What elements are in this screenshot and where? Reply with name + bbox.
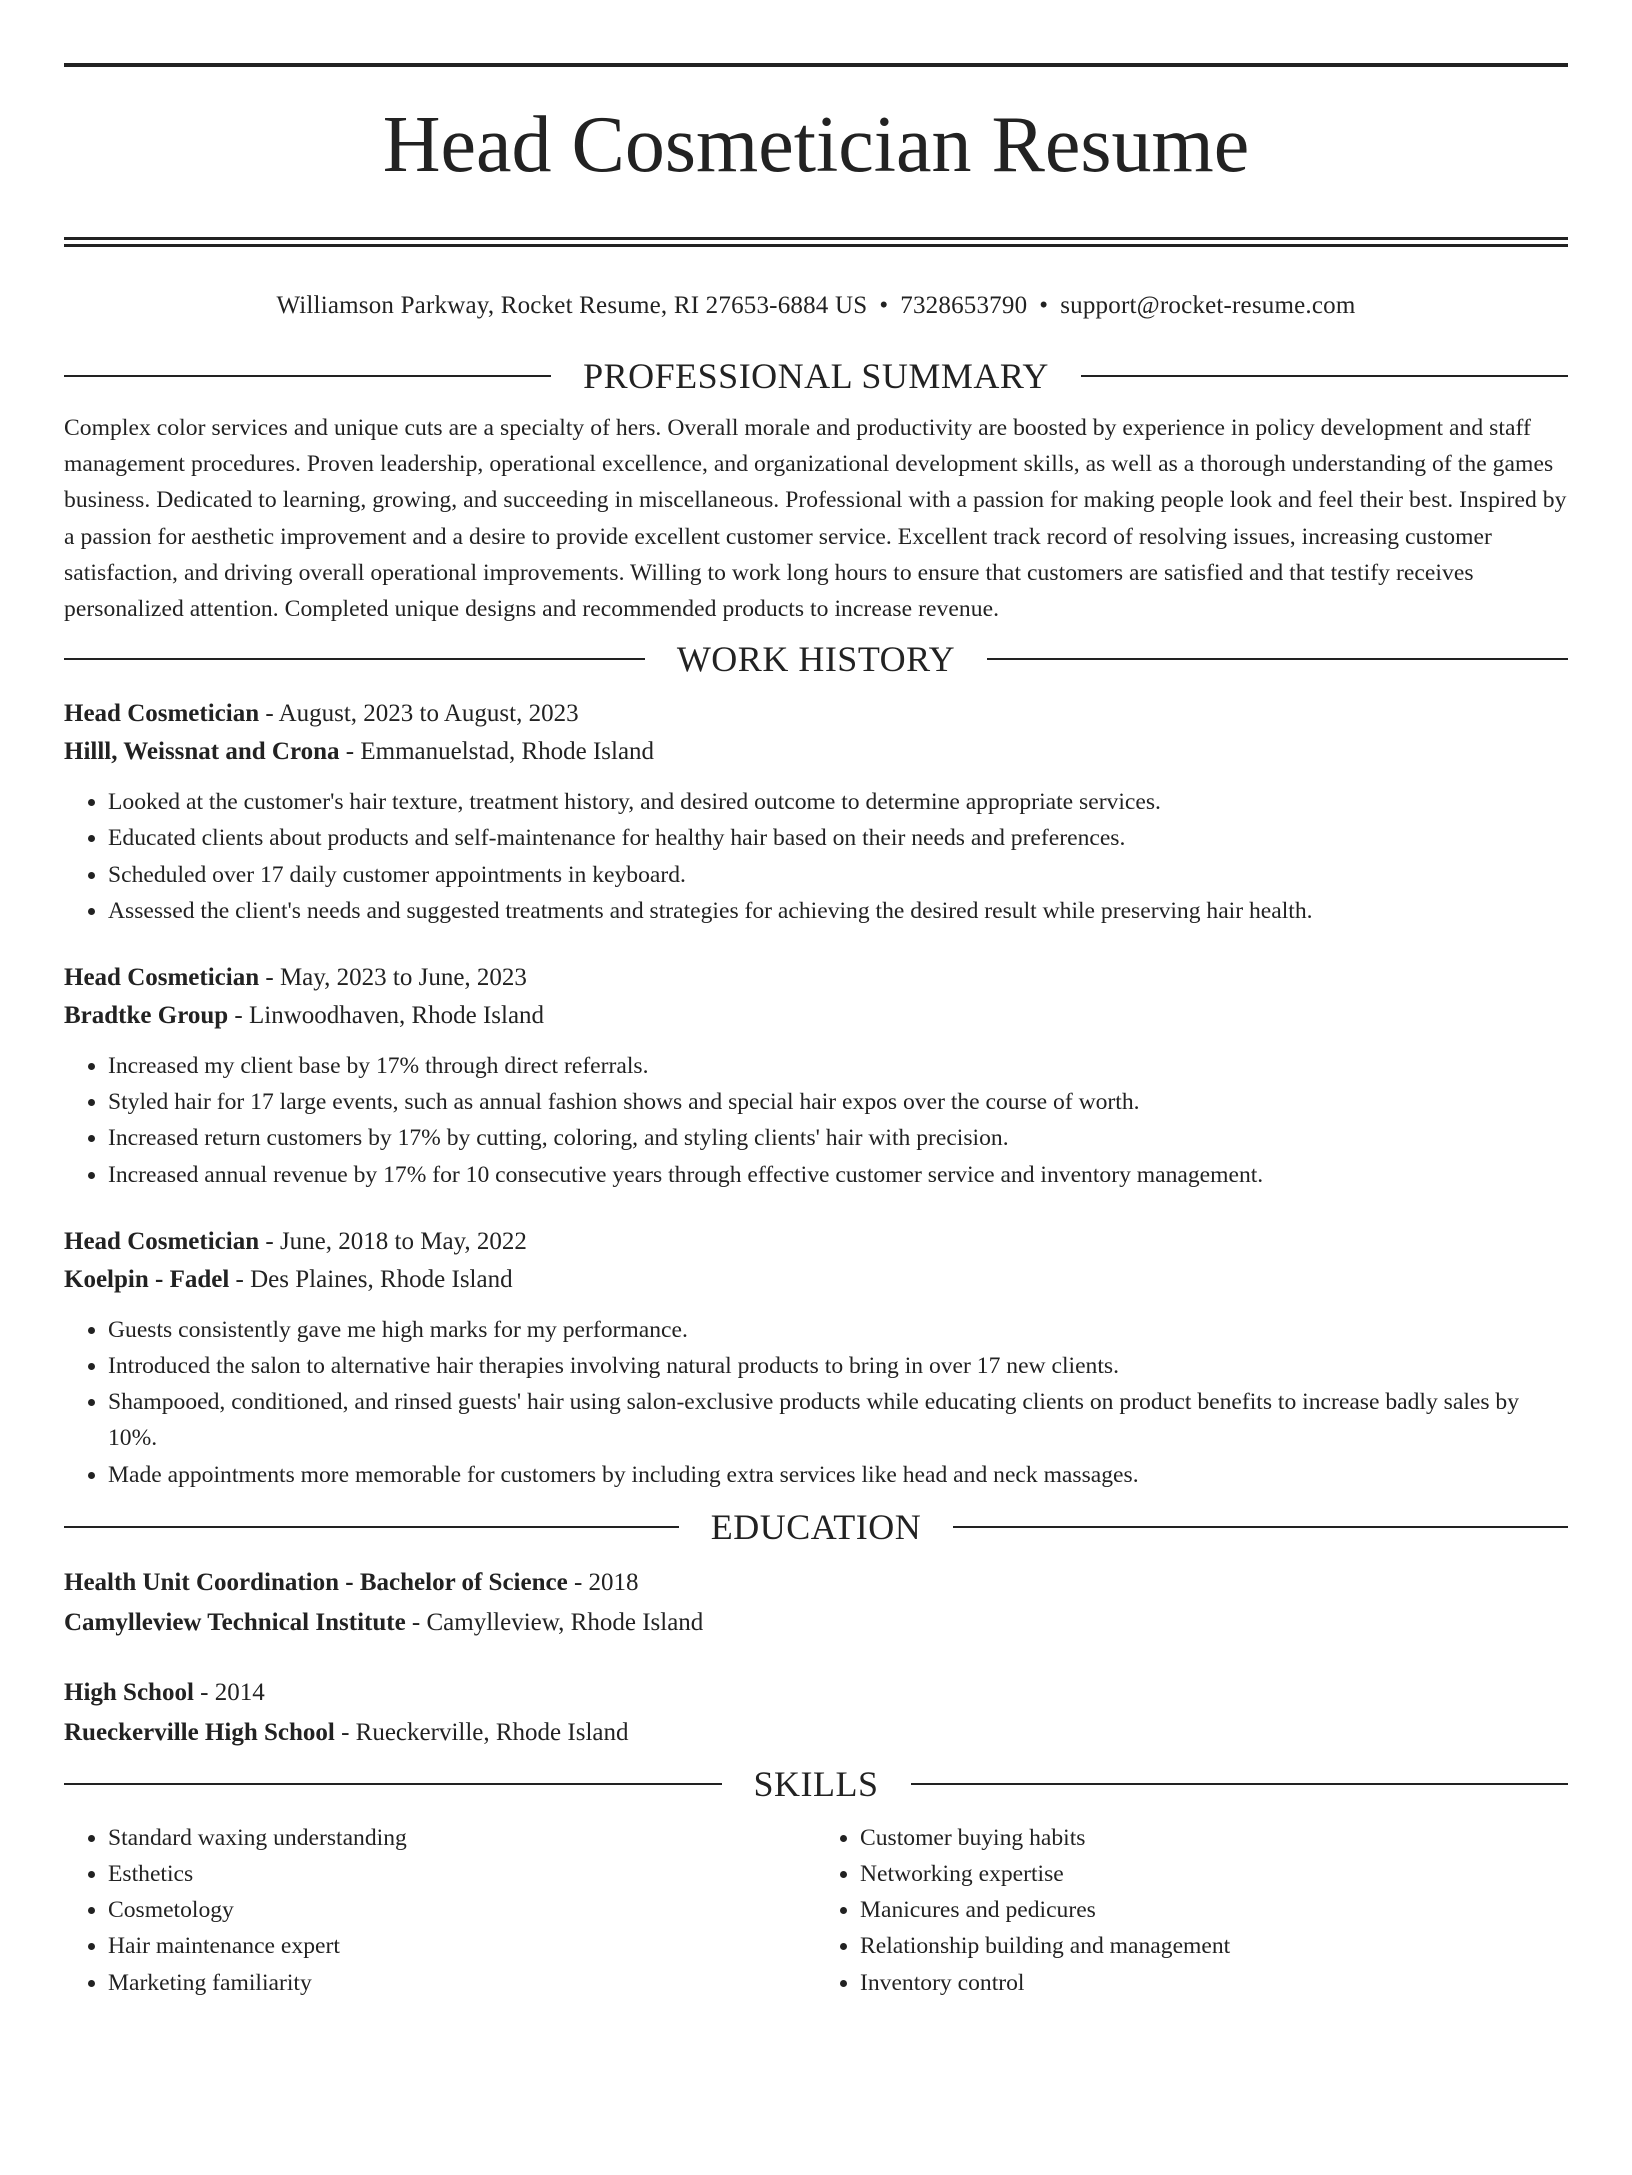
job-bullet: • Styled hair for 17 large events, such as annual fashion shows and special hair expos over the course of worth.: [108, 1084, 1568, 1120]
section-divider: [987, 658, 1568, 660]
section-divider: [911, 1783, 1569, 1785]
resume-page: [0, 63, 1632, 2175]
education-degree-line: [64, 1674, 1568, 1712]
job-bullet: • Assessed the client's needs and suggested treatments and strategies for achieving the desired result while preserving hair health.: [108, 893, 1568, 929]
job-company: Koelpin - Fadel: [64, 1265, 230, 1293]
skill-item: • Manicures and pedicures: [860, 1892, 1568, 1928]
job-bullet: • Looked at the customer's hair texture, treatment history, and desired outcome to determine appropriate services.: [108, 784, 1568, 820]
education-school-line: [64, 1604, 1568, 1642]
job-company: Hilll, Weissnat and Crona: [64, 738, 340, 766]
job-title-line: [64, 1223, 1568, 1261]
skill-item: • Networking expertise: [860, 1856, 1568, 1892]
top-divider: [64, 63, 1568, 67]
resume-title: Head Cosmetician Resume: [382, 101, 1250, 189]
education-section-header: [64, 1503, 1568, 1551]
job-title: Head Cosmetician: [64, 1227, 260, 1255]
contact-separator: •: [879, 292, 889, 319]
education-location: - Rueckerville, Rhode Island: [334, 1718, 629, 1746]
education-year: - 2014: [193, 1678, 265, 1706]
education-school: Camylleview Technical Institute: [64, 1608, 406, 1636]
education-degree-line: [64, 1564, 1568, 1602]
contact-separator: •: [1039, 292, 1049, 319]
section-divider: [953, 1526, 1568, 1528]
summary-section-header: [64, 352, 1568, 400]
job-bullet: • Increased return customers by 17% by cutting, coloring, and styling clients' hair with precision.: [108, 1120, 1568, 1156]
job-company-line: [64, 733, 1568, 771]
skills-column-left: [64, 1820, 816, 2001]
education-degree: Health Unit Coordination - Bachelor of Science: [64, 1568, 568, 1596]
title-double-divider: [64, 237, 1568, 247]
job-location: - Des Plaines, Rhode Island: [229, 1265, 513, 1293]
job-dates: - June, 2018 to May, 2022: [259, 1227, 527, 1255]
job-location: - Linwoodhaven, Rhode Island: [228, 1002, 545, 1030]
skill-item: • Marketing familiarity: [108, 1965, 816, 2001]
work-section-header: [64, 635, 1568, 683]
job-bullet: • Increased annual revenue by 17% for 10 consecutive years through effective customer service and inventory management.: [108, 1157, 1568, 1193]
job-bullets: [64, 1048, 1568, 1193]
job-title: Head Cosmetician: [64, 964, 260, 992]
education-entry: [64, 1564, 1568, 1642]
job-bullet: • Guests consistently gave me high marks for my performance.: [108, 1312, 1568, 1348]
job-dates: - May, 2023 to June, 2023: [259, 964, 527, 992]
job-entry: [64, 1223, 1568, 1493]
education-entry: [64, 1674, 1568, 1752]
education-heading: EDUCATION: [710, 1506, 922, 1547]
job-title-line: [64, 959, 1568, 997]
education-school: Rueckerville High School: [64, 1718, 335, 1746]
job-bullet: • Introduced the salon to alternative hair therapies involving natural products to bring in over 17 new clients.: [108, 1348, 1568, 1384]
job-bullets: [64, 1312, 1568, 1493]
job-entry: [64, 695, 1568, 929]
work-heading: WORK HISTORY: [676, 639, 956, 680]
job-bullet: • Increased my client base by 17% through direct referrals.: [108, 1048, 1568, 1084]
job-dates: - August, 2023 to August, 2023: [259, 700, 579, 728]
job-title-line: [64, 695, 1568, 733]
section-divider: [64, 1526, 679, 1528]
education-school-line: [64, 1714, 1568, 1752]
skill-item: • Relationship building and management: [860, 1928, 1568, 1964]
skills-section-header: [64, 1760, 1568, 1808]
contact-address: Williamson Parkway, Rocket Resume, RI 27653-6884 US: [276, 292, 868, 319]
skills-column-right: [816, 1820, 1568, 2001]
summary-heading: PROFESSIONAL SUMMARY: [583, 356, 1049, 396]
education-degree: High School: [64, 1678, 194, 1706]
contact-line: [64, 290, 1568, 322]
job-entry: [64, 959, 1568, 1193]
skills-heading: SKILLS: [753, 1763, 879, 1804]
section-divider: [64, 658, 645, 660]
job-bullet: • Scheduled over 17 daily customer appointments in keyboard.: [108, 857, 1568, 893]
skill-item: • Hair maintenance expert: [108, 1928, 816, 1964]
job-company-line: [64, 1261, 1568, 1299]
job-bullet: • Educated clients about products and self-maintenance for healthy hair based on their needs and preferences.: [108, 820, 1568, 856]
education-location: - Camylleview, Rhode Island: [405, 1608, 704, 1636]
skill-item: • Esthetics: [108, 1856, 816, 1892]
job-bullets: [64, 784, 1568, 929]
skills-list: [64, 1820, 1568, 2001]
skill-item: • Customer buying habits: [860, 1820, 1568, 1856]
job-location: - Emmanuelstad, Rhode Island: [339, 738, 655, 766]
contact-email: support@rocket-resume.com: [1060, 292, 1356, 319]
job-company: Bradtke Group: [64, 1002, 229, 1030]
skill-item: • Cosmetology: [108, 1892, 816, 1928]
job-title: Head Cosmetician: [64, 700, 260, 728]
section-divider: [64, 375, 551, 377]
contact-phone: 7328653790: [900, 292, 1028, 319]
section-divider: [1081, 375, 1568, 377]
education-year: - 2018: [567, 1568, 639, 1596]
skill-item: • Standard waxing understanding: [108, 1820, 816, 1856]
job-bullet: • Made appointments more memorable for customers by including extra services like head and neck massages.: [108, 1457, 1568, 1493]
skill-item: • Inventory control: [860, 1965, 1568, 2001]
job-bullet: • Shampooed, conditioned, and rinsed guests' hair using salon-exclusive products while educating clients on product benefits to increase badly sales by 10%.: [108, 1384, 1568, 1456]
summary-text: Complex color services and unique cuts are a specialty of hers. Overall morale and productivity are boosted by experience in policy development and staff management procedures. Proven leadership, operational excellence, and organizational development skills, as well as a thorough understanding of the games business. Dedicated to learning, growing, and succeeding in miscellaneous. Professional with a passion for making people look and feel their best. Inspired by a passion for aesthetic improvement and a desire to provide excellent customer service. Excellent track record of resolving issues, increasing customer satisfaction, and driving overall operational improvements. Willing to work long hours to ensure that customers are satisfied and that testify receives personalized attention. Completed unique designs and recommended products to increase revenue.: [64, 415, 1567, 623]
section-divider: [64, 1783, 722, 1785]
job-company-line: [64, 997, 1568, 1035]
